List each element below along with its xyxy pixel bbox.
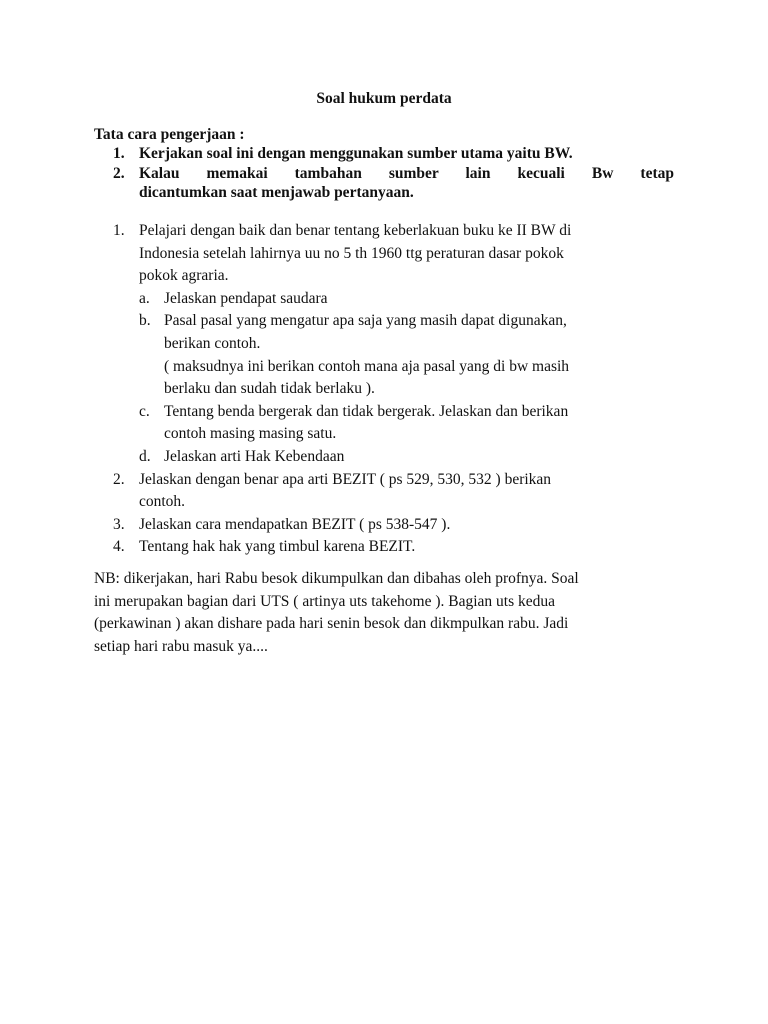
question-item [94,220,674,469]
instruction-number: 1. [113,145,125,162]
sub-question-item [139,446,644,469]
questions-list [94,220,674,559]
sub-question-letter: c. [139,402,150,420]
sub-question-text: Pasal pasal yang mengatur apa saja yang masih dapat digunakan, [164,312,567,330]
sub-question-text: ( maksudnya ini berikan contoh mana aja pasal yang di bw masih [164,357,570,375]
question-text: Tentang hak hak yang timbul karena BEZIT. [139,538,416,556]
instruction-text: Kalau memakai tambahan sumber lain kecuali Bw tetap [139,164,674,182]
sub-question-letter: d. [139,447,151,465]
sub-question-letter: b. [139,312,151,330]
sub-question-text: Jelaskan pendapat saudara [164,289,328,307]
note-paragraph [94,568,669,658]
note-text: (perkawinan ) akan dishare pada hari senin besok dan dikmpulkan rabu. Jadi [94,615,569,633]
sub-question-text: Jelaskan arti Hak Kebendaan [164,447,345,465]
question-text: contoh. [139,493,186,511]
instruction-text: dicantumkan saat menjawab pertanyaan. [139,184,414,201]
sub-question-item [139,288,644,311]
sub-question-text: contoh masing masing satu. [164,425,337,443]
note-text: ini merupakan bagian dari UTS ( artinya uts takehome ). Bagian uts kedua [94,592,555,610]
question-text: Pelajari dengan baik dan benar tentang keberlakuan buku ke II BW di [139,222,572,239]
note-text: NB: dikerjakan, hari Rabu besok dikumpulkan dan dibahas oleh profnya. Soal [94,570,579,587]
instructions-heading: Tata cara pengerjaan : [94,126,245,143]
note-text: setiap hari rabu masuk ya.... [94,637,268,655]
instruction-number: 2. [113,164,125,182]
sub-question-item [139,401,644,446]
instruction-item [94,164,674,203]
question-number: 3. [113,515,125,533]
sub-question-letter: a. [139,289,150,307]
sub-question-text: berlaku dan sudah tidak berlaku ). [164,380,375,398]
question-text: pokok agraria. [139,267,229,285]
question-text: Jelaskan cara mendapatkan BEZIT ( ps 538-547 ). [139,515,451,533]
question-number: 2. [113,470,125,488]
sub-question-text: Tentang benda bergerak dan tidak bergerak. Jelaskan dan berikan [164,402,569,420]
question-text: Indonesia setelah lahirnya uu no 5 th 1960 ttg peraturan dasar pokok [139,244,564,262]
sub-question-item [139,310,644,400]
instruction-text: Kerjakan soal ini dengan menggunakan sumber utama yaitu BW. [139,145,573,162]
document-title: Soal hukum perdata [316,90,452,107]
question-number: 1. [113,222,125,239]
question-item [94,514,674,537]
question-number: 4. [113,538,125,556]
question-item [94,536,674,559]
question-item [94,469,674,514]
sub-question-list [139,288,644,469]
sub-question-text: berikan contoh. [164,334,261,352]
instruction-item [94,144,674,164]
question-text: Jelaskan dengan benar apa arti BEZIT ( ps 529, 530, 532 ) berikan [139,470,552,488]
instructions-list [94,144,674,203]
